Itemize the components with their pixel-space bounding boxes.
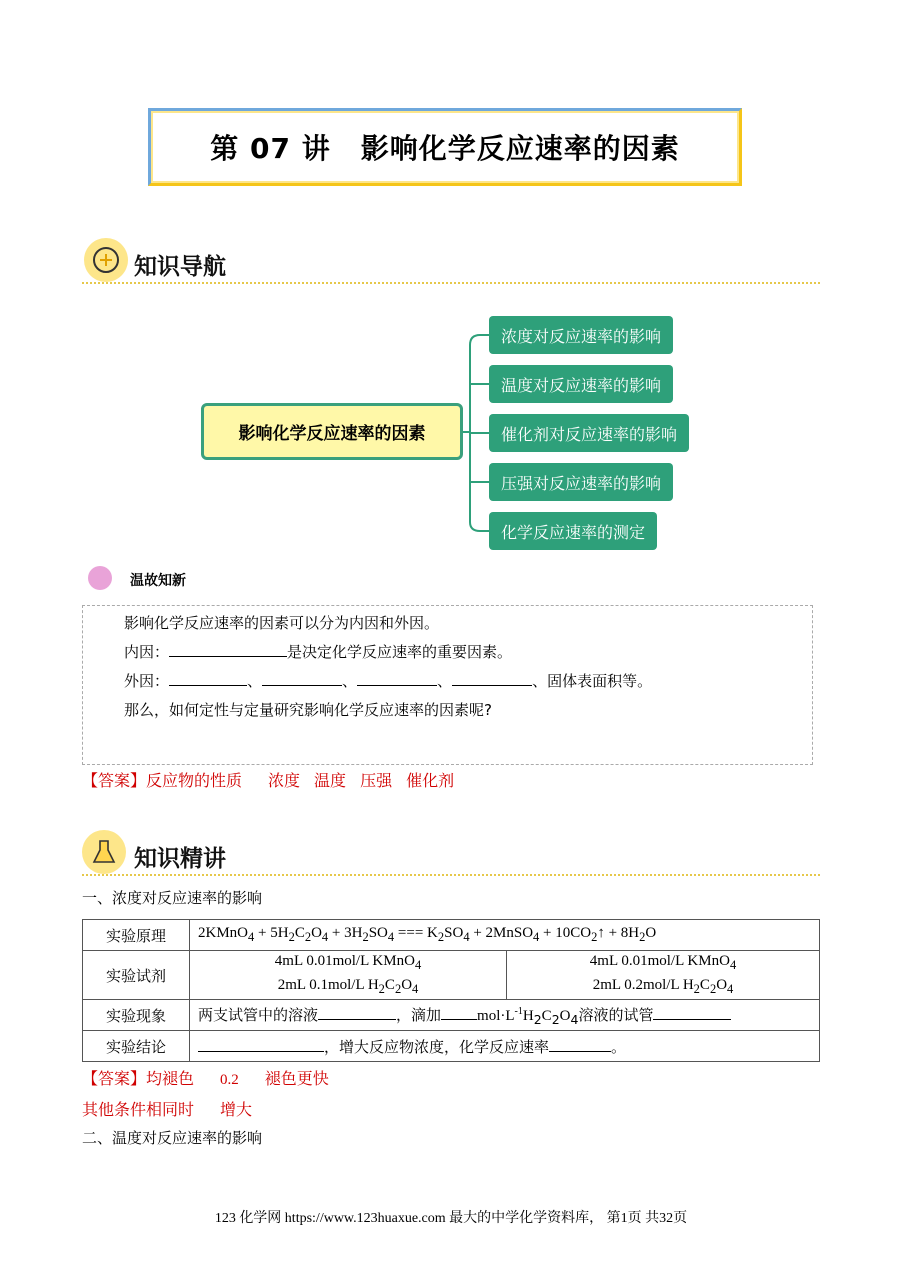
table-label-reagent: 实验试剂 [83, 951, 190, 1000]
section-title-nav: 知识导航 [134, 254, 226, 280]
mindmap-root: 影响化学反应速率的因素 [201, 403, 463, 460]
conclusion-cell: ，增大反应物浓度，化学反应速率 。 [190, 1031, 820, 1062]
table-label-conclusion: 实验结论 [83, 1031, 190, 1062]
table-label-phenomenon: 实验现象 [83, 1000, 190, 1031]
blank-conclusion-1[interactable] [198, 1035, 324, 1052]
blank-external-1[interactable] [169, 669, 247, 686]
lab-flask-icon [82, 830, 126, 874]
lesson-number: 第 07 讲 [210, 132, 331, 165]
table-row [83, 1031, 820, 1062]
reagent-left: 4mL 0.01mol/L KMnO$_4$ 2mL 0.1mol/L $H_2C_2O_4$ [190, 951, 507, 1000]
mindmap-node: 温度对反应速率的影响 [489, 365, 673, 403]
table-row [83, 951, 820, 1000]
section-divider [82, 874, 820, 876]
section-title-review: 温故知新 [130, 573, 186, 589]
mindmap-node: 催化剂对反应速率的影响 [489, 414, 689, 452]
section-title-lecture: 知识精讲 [134, 846, 226, 872]
flask-icon [88, 566, 112, 590]
blank-external-2[interactable] [262, 669, 342, 686]
lecture-heading-1: 一、浓度对反应速率的影响 [82, 889, 263, 907]
review-line-3: 外因： 、 、 、 、固体表面积等。 [124, 667, 652, 696]
blank-internal-factor[interactable] [169, 640, 287, 657]
reagent-right: 4mL 0.01mol/L KMnO$_4$ 2mL 0.2mol/L $H_2C_2O_4$ [507, 951, 820, 1000]
reaction-equation: 2KMnO$_4$ + $5H_2C_2O_4 + 3H_2SO_4$ === $K_2SO_4$ + 2MnSO$_4$ + $10CO_2↑ + 8H_2O$ [190, 920, 820, 951]
table-row [83, 920, 820, 951]
lecture-answer-1: 【答案】均褪色 0.2 褪色更快 [82, 1069, 329, 1088]
mindmap-node: 压强对反应速率的影响 [489, 463, 673, 501]
blank-conclusion-2[interactable] [549, 1035, 611, 1052]
blank-phenomenon-2[interactable] [441, 1003, 477, 1020]
lecture-heading-2: 二、温度对反应速率的影响 [82, 1129, 263, 1147]
mindmap-node: 浓度对反应速率的影响 [489, 316, 673, 354]
review-answer: 【答案】反应物的性质 浓度 温度 压强 催化剂 [82, 771, 455, 790]
table-row [83, 1000, 820, 1031]
blank-phenomenon-1[interactable] [318, 1003, 396, 1020]
page-footer: 123 化学网 https://www.123huaxue.com 最大的中学化学资料库， 第1页 共32页 [214, 1211, 688, 1226]
lecture-answer-2: 其他条件相同时 增大 [82, 1100, 253, 1119]
table-label-principle: 实验原理 [83, 920, 190, 951]
lesson-topic: 影响化学反应速率的因素 [360, 132, 680, 165]
phenomenon-cell: 两支试管中的溶液 ，滴加 $mol\cdot L^{-1}H_2C_2O_4$溶液的试管 [190, 1000, 820, 1031]
blank-external-3[interactable] [357, 669, 437, 686]
review-line-1: 影响化学反应速率的因素可以分为内因和外因。 [124, 614, 440, 632]
mindmap-node: 化学反应速率的测定 [489, 512, 657, 550]
experiment-table [82, 919, 820, 1062]
blank-phenomenon-3[interactable] [653, 1003, 731, 1020]
review-line-2: 内因： 是决定化学反应速率的重要因素。 [124, 638, 512, 667]
review-line-4: 那么，如何定性与定量研究影响化学反应速率的因素呢? [124, 701, 492, 719]
blank-external-4[interactable] [452, 669, 532, 686]
